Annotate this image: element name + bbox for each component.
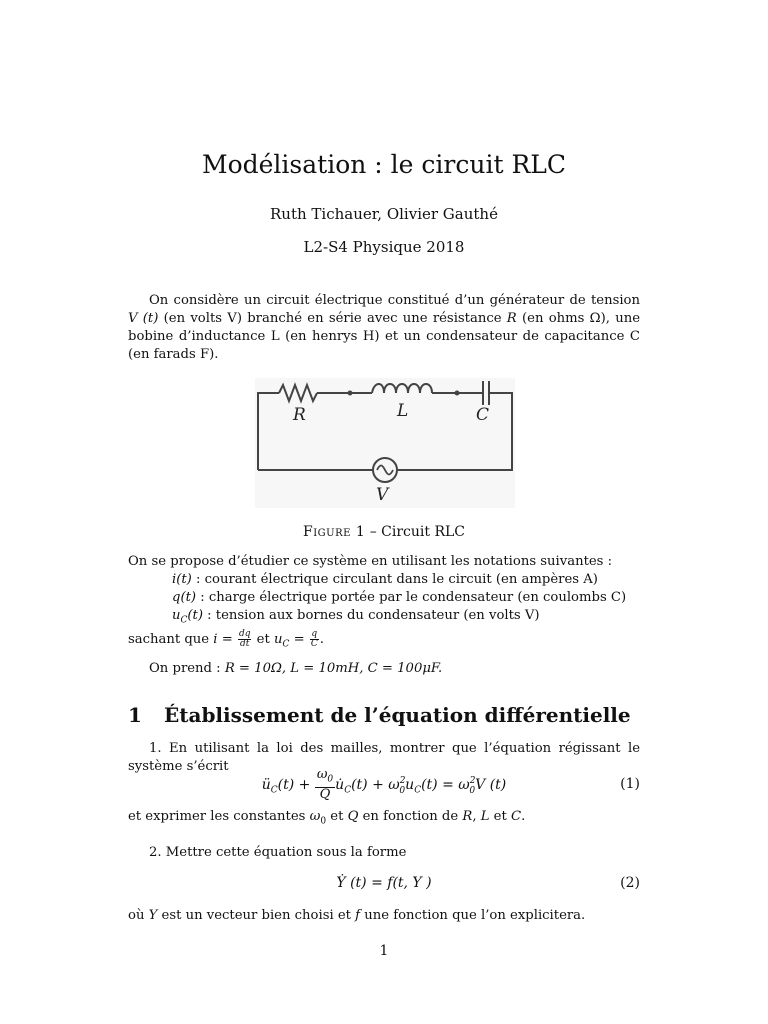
notation-relations: sachant que i = $\frac{dq}{dt}$ et $u_C$ = $\frac{q}{C}$ . bbox=[128, 628, 324, 650]
equation-2: Ẏ (t) = f(t, Y ) (2) bbox=[336, 875, 640, 891]
equation-number: (1) bbox=[620, 776, 640, 792]
list-item: q(t) : charge électrique portée par le condensateur (en coulombs C) bbox=[172, 590, 627, 605]
equation-1: $ü_C(t)$ + $\frac{\omega_0}{Q}$ $u̇_C(t) + \omega^2_0u_C(t) = \omega^2_0V$ (t) (1) bbox=[261, 767, 640, 802]
node-dot bbox=[348, 391, 353, 396]
label-r: R bbox=[293, 405, 306, 425]
label-v: V bbox=[376, 485, 389, 505]
figure-caption: Figure 1 – Circuit RLC bbox=[302, 524, 466, 540]
authors: Ruth Tichauer, Olivier Gauthé bbox=[270, 205, 498, 223]
list-item: $u_C(t)$ : tension aux bornes du condensateur (en volts V) bbox=[172, 608, 540, 626]
notation-list bbox=[128, 553, 648, 653]
question-2: 2. Mettre cette équation sous la forme bbox=[149, 845, 407, 860]
question-2-followup: où Y est un vecteur bien choisi et f une fonction que l’on explicitera. bbox=[128, 908, 586, 923]
equation-number: (2) bbox=[620, 875, 640, 891]
question-1: 1. En utilisant la loi des mailles, montrer que l’équation régissant le système s’écrit bbox=[128, 741, 640, 774]
notation-intro: On se propose d’étudier ce système en utilisant les notations suivantes : bbox=[128, 554, 613, 569]
course-info: L2-S4 Physique 2018 bbox=[303, 238, 465, 256]
values-line: On prend : R = 10Ω, L = 10mH, C = 100μF. bbox=[149, 661, 443, 676]
label-c: C bbox=[476, 405, 490, 425]
intro-paragraph: On considère un circuit électrique constitué d’un générateur de tension V (t) (en volts V) branché en série avec une résistance R (en ohms Ω), une bobine d’inductance L (en henrys H) et un condensateur de capacitance C (en farads F). bbox=[128, 293, 640, 362]
node-dot bbox=[455, 391, 460, 396]
document-title: Modélisation : le circuit RLC bbox=[201, 150, 566, 179]
section-heading: 1 Établissement de l’équation différentielle bbox=[128, 703, 631, 727]
rlc-circuit-diagram bbox=[255, 378, 515, 508]
page-number: 1 bbox=[379, 943, 389, 959]
question-1-followup: et exprimer les constantes $\omega_0$ et Q en fonction de R, L et C. bbox=[128, 809, 526, 827]
list-item: i(t) : courant électrique circulant dans le circuit (en ampères A) bbox=[172, 572, 598, 587]
label-l: L bbox=[397, 401, 409, 421]
